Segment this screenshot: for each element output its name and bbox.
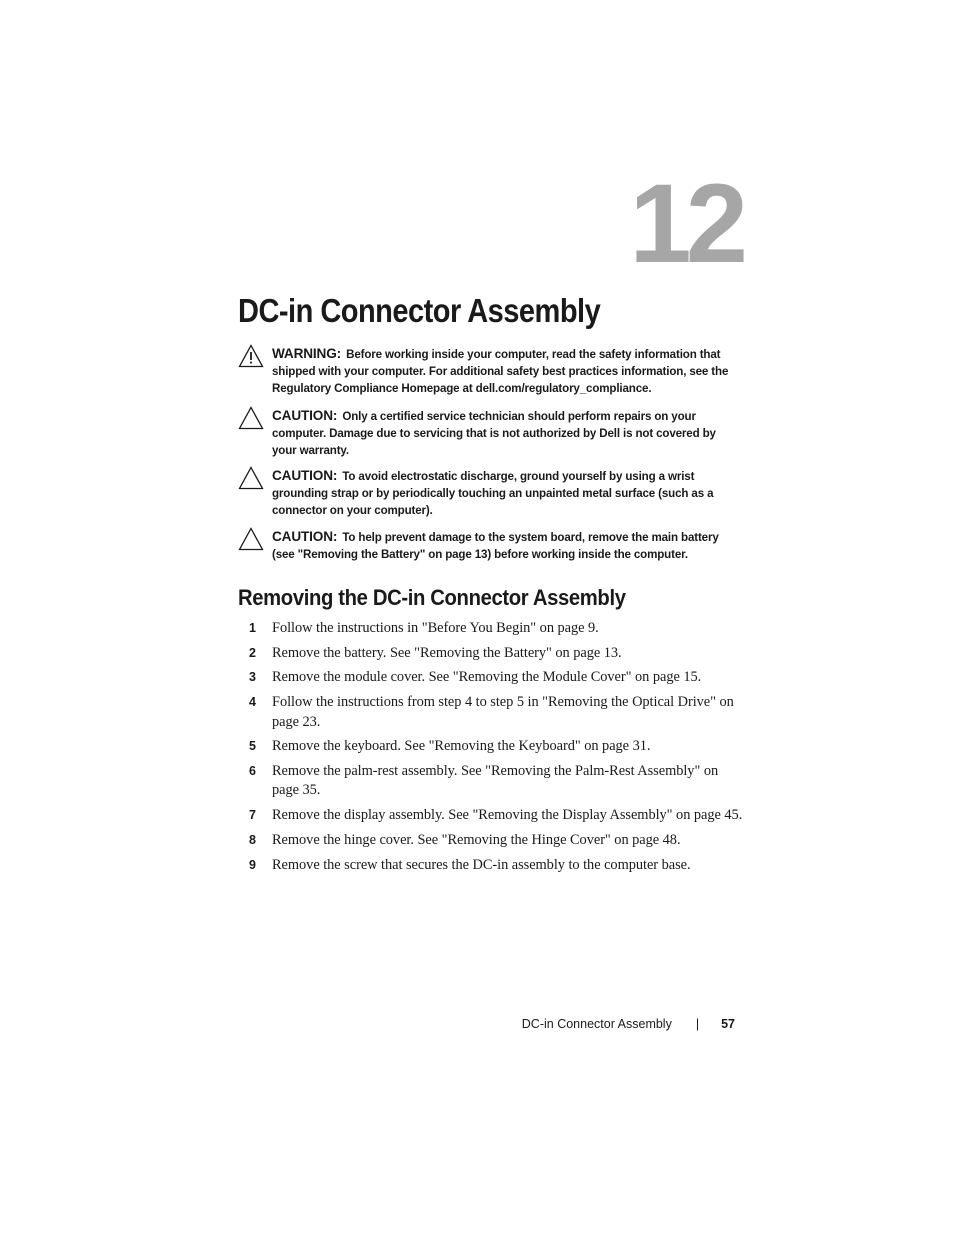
- caution-label: CAUTION:: [272, 408, 338, 423]
- chapter-title: DC-in Connector Assembly: [238, 292, 601, 329]
- section-title: Removing the DC-in Connector Assembly: [238, 585, 626, 610]
- chapter-number: 12: [629, 161, 742, 286]
- step-number: 4: [249, 695, 256, 710]
- step-item: [238, 737, 743, 757]
- caution-text: To help prevent damage to the system board, remove the main battery (see "Removing the Battery" on page 13) before working inside the computer.: [272, 531, 719, 562]
- caution-triangle-icon: [238, 527, 264, 551]
- step-text: Remove the keyboard. See "Removing the Keyboard" on page 31.: [272, 738, 651, 755]
- step-item: [238, 619, 743, 639]
- step-item: [238, 644, 743, 664]
- step-text: Remove the display assembly. See "Removing the Display Assembly" on page 45.: [272, 807, 743, 824]
- step-number: 6: [249, 763, 256, 778]
- step-number: 3: [249, 670, 256, 685]
- caution-label: CAUTION:: [272, 468, 338, 483]
- warning-text: Before working inside your computer, read the safety information that shipped with your computer. For additional safety best practices information, see the Regulatory Compliance Homepage at dell.com/regulatory_compliance.: [272, 348, 729, 396]
- caution-triangle-icon: [238, 406, 264, 430]
- step-text: Remove the module cover. See "Removing the Module Cover" on page 15.: [272, 669, 702, 686]
- step-text: Follow the instructions from step 4 to step 5 in "Removing the Optical Drive" on page 23.: [272, 694, 734, 730]
- page-number: 57: [721, 1017, 735, 1031]
- step-number: 7: [249, 808, 256, 823]
- step-text: Remove the hinge cover. See "Removing the Hinge Cover" on page 48.: [272, 831, 681, 848]
- page-footer: [440, 1015, 735, 1033]
- caution-label: CAUTION:: [272, 529, 338, 544]
- step-item: [238, 762, 743, 801]
- step-number: 2: [249, 645, 256, 660]
- step-item: [238, 856, 743, 876]
- warning-triangle-icon: [238, 344, 264, 368]
- caution-text: To avoid electrostatic discharge, ground yourself by using a wrist grounding strap or by periodically touching an unpainted metal surface (such as a connector on your computer).: [272, 470, 714, 518]
- caution-triangle-icon: [238, 466, 264, 490]
- step-text: Remove the palm-rest assembly. See "Removing the Palm-Rest Assembly" on page 35.: [272, 762, 719, 799]
- warning-notice: [238, 345, 738, 398]
- step-item: [238, 831, 743, 851]
- caution-notice-3: [238, 528, 738, 563]
- steps-list: [238, 619, 743, 880]
- warning-label: WARNING:: [272, 346, 342, 361]
- step-number: 5: [249, 739, 256, 754]
- caution-text: Only a certified service technician should perform repairs on your computer. Damage due to servicing that is not authorized by Dell is not covered by your warranty.: [272, 410, 716, 458]
- step-text: Remove the screw that secures the DC-in assembly to the computer base.: [272, 856, 691, 873]
- step-item: [238, 693, 743, 732]
- footer-separator: |: [695, 1017, 700, 1031]
- step-item: [238, 806, 743, 826]
- step-text: Follow the instructions in "Before You Begin" on page 9.: [272, 620, 599, 636]
- footer-title: DC-in Connector Assembly: [521, 1017, 672, 1031]
- step-number: 1: [249, 621, 256, 635]
- step-number: 8: [249, 832, 256, 847]
- step-item: [238, 668, 743, 688]
- step-text: Remove the battery. See "Removing the Battery" on page 13.: [272, 644, 622, 661]
- caution-notice-2: [238, 467, 738, 520]
- step-number: 9: [249, 857, 256, 872]
- caution-notice-1: [238, 407, 738, 460]
